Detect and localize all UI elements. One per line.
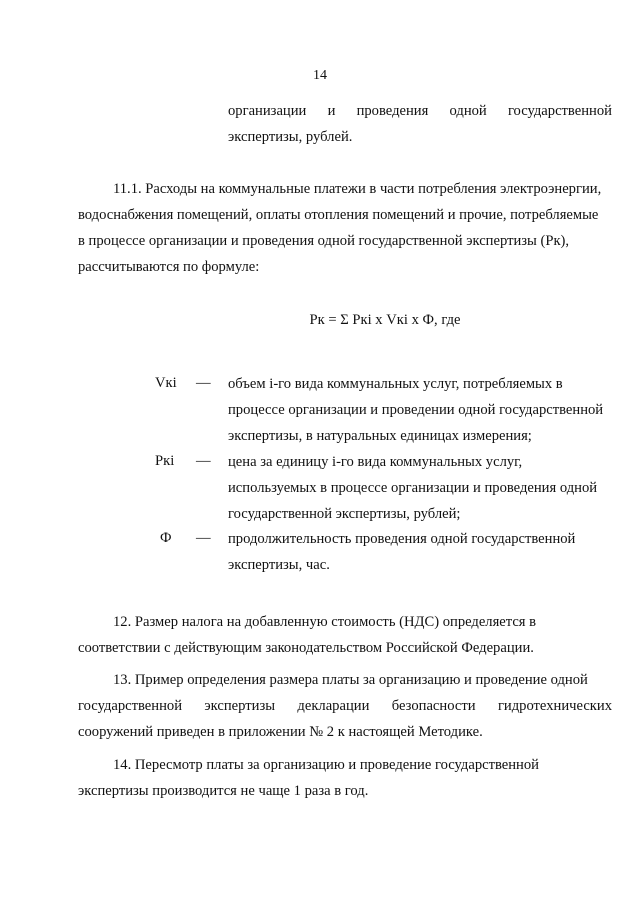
header-continuation-line2: экспертизы, рублей. <box>228 129 353 145</box>
definition-text: цена за единицу i-го вида коммунальных услуг, <box>228 454 523 470</box>
para-13-line1: 13. Пример определения размера платы за организацию и проведение одной <box>113 672 588 688</box>
word: и <box>327 103 336 119</box>
para-11-1-line3: в процессе организации и проведения одной государственной экспертизы (Рк), <box>78 233 570 249</box>
word: организации <box>228 103 307 119</box>
para-12-line2: соответствии с действующим законодательством Российской Федерации. <box>78 640 534 656</box>
para-11-1-line1: 11.1. Расходы на коммунальные платежи в части потребления электроэнергии, <box>113 181 602 197</box>
para-14-line1: 14. Пересмотр платы за организацию и проведение государственной <box>113 757 539 773</box>
formula: Рк = Σ Pкi х Vкi х Ф, где <box>309 312 461 328</box>
word: проведения <box>356 103 429 119</box>
word: государственной <box>507 103 612 119</box>
word: декларации <box>297 698 370 714</box>
word: гидротехнических <box>497 698 612 714</box>
para-11-1-line4: рассчитываются по формуле: <box>78 259 260 275</box>
definition-symbol: Pкi <box>155 453 175 469</box>
word: одной <box>449 103 487 119</box>
definition-text: экспертизы, в натуральных единицах измерения; <box>228 428 532 444</box>
para-13-line2 <box>78 697 612 715</box>
word: экспертизы <box>204 698 276 714</box>
definition-text: объем i-го вида коммунальных услуг, потребляемых в <box>228 376 563 392</box>
definition-text: экспертизы, час. <box>228 557 330 573</box>
header-continuation-line1 <box>228 102 612 120</box>
definition-dash: — <box>196 375 211 391</box>
word: государственной <box>78 698 183 714</box>
para-13-line3: сооружений приведен в приложении № 2 к настоящей Методике. <box>78 724 483 740</box>
definition-dash: — <box>196 453 211 469</box>
definition-text: процессе организации и проведении одной государственной <box>228 402 604 418</box>
definition-dash: — <box>196 530 211 546</box>
word: безопасности <box>391 698 476 714</box>
para-14-line2: экспертизы производится не чаще 1 раза в год. <box>78 783 369 799</box>
definition-text: продолжительность проведения одной государственной <box>228 531 576 547</box>
para-12-line1: 12. Размер налога на добавленную стоимость (НДС) определяется в <box>113 614 537 630</box>
page-number: 14 <box>313 68 327 83</box>
definition-text: государственной экспертизы, рублей; <box>228 506 461 522</box>
para-11-1-line2: водоснабжения помещений, оплаты отопления помещений и прочие, потребляемые <box>78 207 599 223</box>
definition-text: используемых в процессе организации и проведения одной <box>228 480 598 496</box>
definition-symbol: Ф <box>160 530 172 546</box>
definition-symbol: Vкi <box>155 375 177 391</box>
